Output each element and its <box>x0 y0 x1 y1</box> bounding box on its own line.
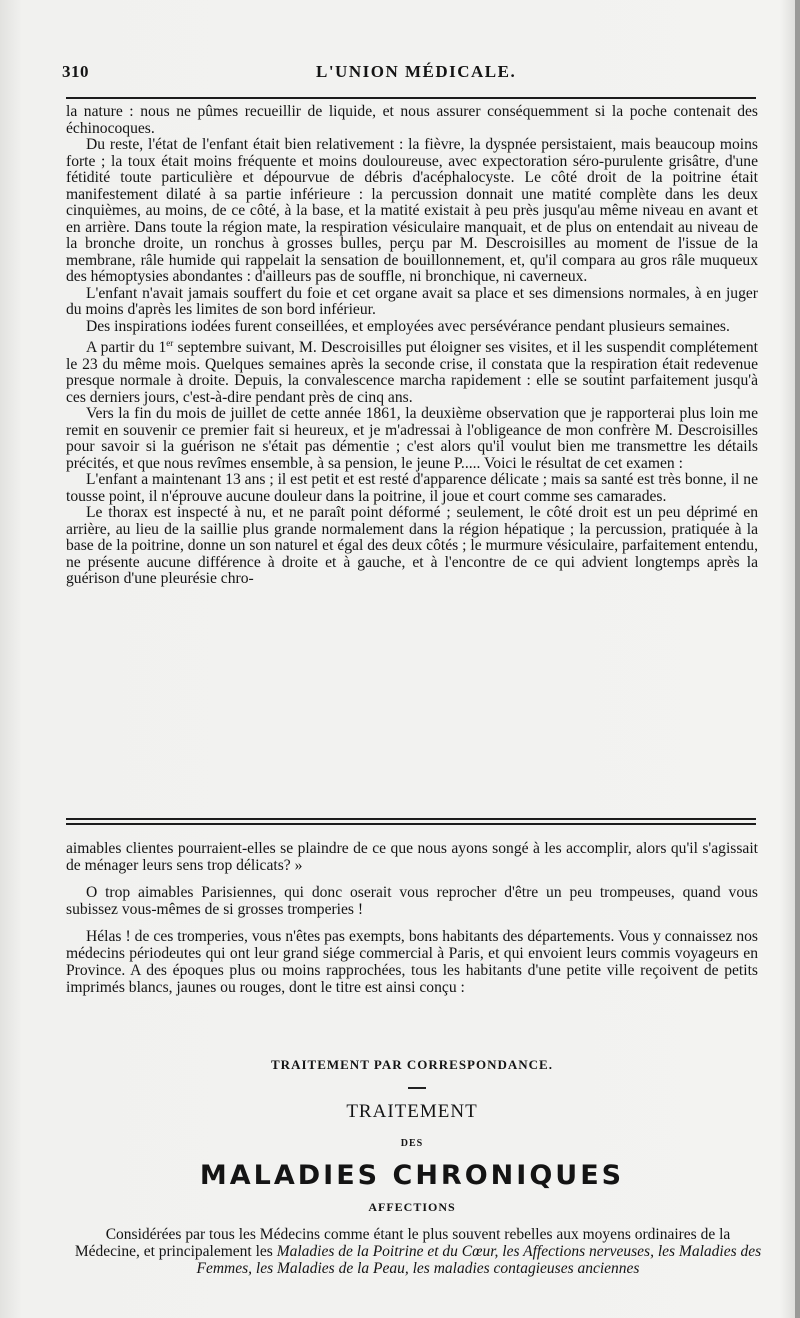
advert-des: DES <box>400 1138 424 1149</box>
feuilleton-paragraph: Hélas ! de ces tromperies, vous n'êtes pas exempts, bons habitants des départements. Vous y connaissez nos médecins périodeutes qui ont leur grand siége commercial à Paris, et qui envoient leurs commis voyageurs en Province. A des époques plus ou moins rapprochées, tous les habitants d'une petite ville reçoivent de petits imprimés blancs, jaunes ou rouges, dont le titre est ainsi conçu : <box>66 928 758 996</box>
advert-heading: TRAITEMENT PAR CORRESPONDANCE. <box>271 1057 553 1072</box>
feuilleton-paragraph: O trop aimables Parisiennes, qui donc oserait vous reprocher d'être un peu trompeuses, quand vous subissez vous-mêmes de si grosses tromperies ! <box>66 884 758 918</box>
article-text <box>66 104 758 588</box>
paragraph-text: A partir du 1 <box>86 339 167 357</box>
header-rule <box>66 97 756 99</box>
advert-traitement: TRAITEMENT <box>346 1101 478 1122</box>
advert-body-text: Considérées par tous les Médecins comme étant le plus souvent rebelles aux moyens ordinaires de la Médecine, et principalement les <box>74 1226 731 1260</box>
advert-dash <box>408 1087 426 1089</box>
article-paragraph: Du reste, l'état de l'enfant était bien relativement : la fièvre, la dyspnée persistaient, mais beaucoup moins forte ; la toux était moins fréquente et moins douloureuse, avec expectoration séro-purulente grisâtre, d'une fétidité toute particulière et dépourvue de débris d'acéphalocyste. Le côté droit de la poitrine était manifestement dilaté à sa partie inférieure : la percussion donnait une matité complète dans les deux cinquièmes, au moins, de ce côté, à la base, et la matité existait à peu près jusqu'au même niveau en avant et en arrière. Dans toute la région mate, la respiration vésiculaire manquait, et de plus on entendait au niveau de la bronche droite, un ronchus à grosses bulles, perçu par M. Descroisilles au moment de l'issue de la membrane, râle humide qui rappelait la sensation de bouillonnement, et, qu'il compara au gros râle muqueux des hémoptysies abondantes : d'ailleurs pas de souffle, ni bronchique, ni caverneux. <box>66 136 758 285</box>
article-paragraph: L'enfant a maintenant 13 ans ; il est petit et est resté d'apparence délicate ; mais sa santé est très bonne, il ne tousse point, il n'éprouve aucune douleur dans la poitrine, il joue et court comme ses camarades. <box>66 471 759 505</box>
journal-title: L'UNION MÉDICALE. <box>316 62 517 81</box>
running-header <box>62 62 752 86</box>
ordinal-suffix: er <box>166 338 174 348</box>
article-paragraph: la nature : nous ne pûmes recueillir de liquide, et nous assurer conséquemment si la poche contenait des échinocoques. <box>66 103 758 137</box>
page-edge <box>795 0 800 1318</box>
article-paragraph: Vers la fin du mois de juillet de cette année 1861, la deuxième observation que je rapporterai plus loin me remit en souvenir ce premier fait si heureux, et je m'adressai à l'obligeance de mon confrère M. Descroisilles pour savoir si la guérison ne s'était pas démentie ; c'est alors qu'il voulut bien me transmettre les détails précités, et que nous revîmes ensemble, à sa pension, le jeune P..... Voici le résultat de cet examen : <box>66 405 758 472</box>
advert-body <box>74 1226 762 1277</box>
article-paragraph: Le thorax est inspecté à nu, et ne paraît point déformé ; seulement, le côté droit est un peu déprimé en arrière, au lieu de la saillie plus grande normalement dans la région hépatique ; la percussion, pratiquée à la base de la poitrine, donne un son naturel et égal des deux côtés ; le murmure vésiculaire, parfaitement entendu, ne présente aucune différence à droite et à gauche, et à l'encontre de ce qui advient longtemps après la guérison d'une pleurésie chro- <box>66 504 758 588</box>
feuilleton-separator <box>66 818 756 825</box>
paragraph-text: septembre suivant, M. Descroisilles put éloigner ses visites, et il les suspendit complétement le 23 du même mois. Quelques semaines après la seconde crise, il constata que la respiration était redevenue presque normale à droite. Depuis, la convalescence marcha rapidement : elle se soutint parfaitement jusqu'à ces derniers jours, c'est-à-dire pendant près de cinq ans. <box>66 339 759 406</box>
feuilleton-paragraph: aimables clientes pourraient-elles se plaindre de ce que nous ayons songé à les accomplir, alors qu'il s'agissait de ménager leurs sens trop délicats? » <box>66 840 758 874</box>
advert-title: MALADIES CHRONIQUES <box>199 1160 625 1191</box>
feuilleton-text <box>66 840 758 1006</box>
article-paragraph <box>66 335 758 406</box>
article-paragraph: L'enfant n'avait jamais souffert du foie et cet organe avait sa place et ses dimensions normales, à en juger du moins d'après les limites de son bord inférieur. <box>66 284 758 318</box>
page-number: 310 <box>62 62 89 81</box>
advert-affections: AFFECTIONS <box>368 1200 456 1214</box>
advert-body-italic: Maladies de la Poitrine et du Cœur, les Affections nerveuses, les Maladies des Femmes, les Maladies de la Peau, les maladies contagieuses anciennes <box>196 1243 762 1277</box>
article-paragraph: Des inspirations iodées furent conseillées, et employées avec persévérance pendant plusieurs semaines. <box>86 317 730 335</box>
